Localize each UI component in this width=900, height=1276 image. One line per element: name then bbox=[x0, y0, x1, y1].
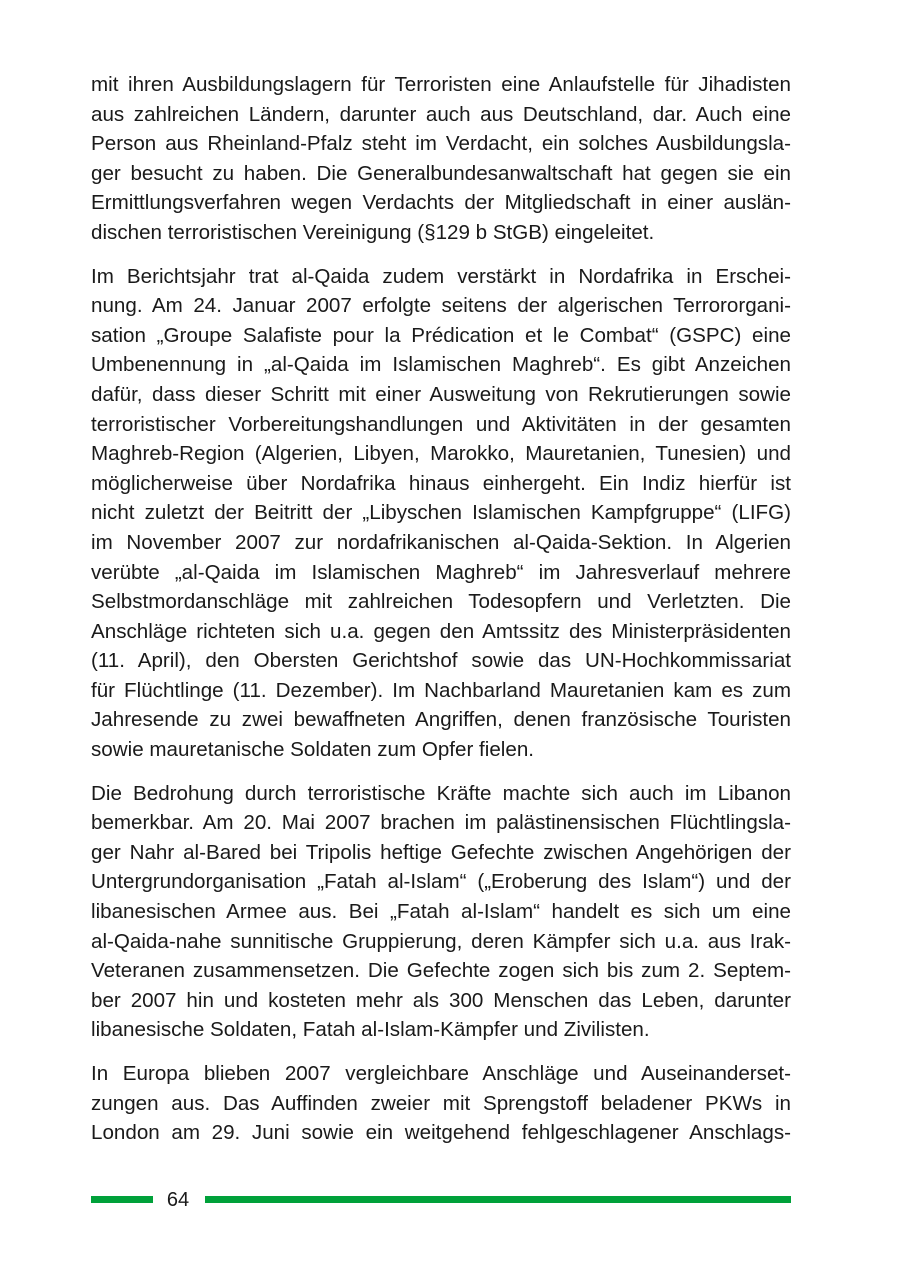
text-line: sation „Groupe Salafiste pour la Prédication et le Combat“ (GSPC) eine bbox=[91, 323, 791, 347]
text-line: für Flüchtlinge (11. Dezember). Im Nachbarland Mauretanien kam es zum bbox=[91, 678, 791, 702]
text-line: libanesischen Armee aus. Bei „Fatah al-Islam“ handelt es sich um eine bbox=[91, 900, 791, 924]
text-line: Anschläge richteten sich u.a. gegen den Amtssitz des Ministerpräsidenten bbox=[91, 619, 791, 643]
paragraph-lebanon bbox=[91, 779, 791, 1045]
text-line: Person aus Rheinland-Pfalz steht im Verdacht, ein solches Ausbildungsla- bbox=[91, 132, 791, 156]
text-line: libanesische Soldaten, Fatah al-Islam-Kämpfer und Zivilisten. bbox=[91, 1018, 650, 1042]
page-number: 64 bbox=[166, 1189, 190, 1211]
text-line: Selbstmordanschläge mit zahlreichen Todesopfern und Verletzten. Die bbox=[91, 590, 791, 614]
text-line: dafür, dass dieser Schritt mit einer Ausweitung von Rekrutierungen sowie bbox=[91, 382, 791, 406]
text-line: mit ihren Ausbildungslagern für Terroristen eine Anlaufstelle für Jihadisten bbox=[91, 73, 791, 96]
text-line: möglicherweise über Nordafrika hinaus einhergeht. Ein Indiz hierfür ist bbox=[91, 471, 791, 495]
text-line: Die Bedrohung durch terroristische Kräfte machte sich auch im Libanon bbox=[91, 781, 791, 805]
text-line: ger besucht zu haben. Die Generalbundesanwaltschaft hat gegen sie ein bbox=[91, 161, 791, 185]
text-line: sowie mauretanische Soldaten zum Opfer fielen. bbox=[91, 738, 534, 762]
paragraph-north-africa bbox=[91, 262, 791, 765]
page-footer bbox=[91, 1186, 791, 1214]
footer-accent-bar-left bbox=[91, 1196, 153, 1203]
text-line: (11. April), den Obersten Gerichtshof sowie das UN-Hochkommissariat bbox=[91, 649, 791, 673]
text-line: nung. Am 24. Januar 2007 erfolgte seitens der algerischen Terrororgani- bbox=[91, 294, 791, 318]
text-line: Untergrundorganisation „Fatah al-Islam“ („Eroberung des Islam“) und der bbox=[91, 870, 791, 894]
text-line: Umbenennung in „al-Qaida im Islamischen Maghreb“. Es gibt Anzeichen bbox=[91, 353, 791, 377]
text-line: Veteranen zusammensetzen. Die Gefechte zogen sich bis zum 2. Septem- bbox=[91, 959, 791, 983]
text-line: zungen aus. Das Auffinden zweier mit Sprengstoff beladener PKWs in bbox=[91, 1091, 791, 1115]
text-line: Jahresende zu zwei bewaffneten Angriffen, denen französische Touristen bbox=[91, 708, 791, 732]
text-line: bemerkbar. Am 20. Mai 2007 brachen im palästinensischen Flüchtlingsla- bbox=[91, 811, 791, 835]
text-line: al-Qaida-nahe sunnitische Gruppierung, deren Kämpfer sich u.a. aus Irak- bbox=[91, 929, 791, 953]
text-line: Im Berichtsjahr trat al-Qaida zudem verstärkt in Nordafrika in Erschei- bbox=[91, 264, 791, 288]
paragraph-europe bbox=[91, 1059, 791, 1148]
text-line: im November 2007 zur nordafrikanischen al-Qaida-Sektion. In Algerien bbox=[91, 530, 791, 554]
text-line: ger Nahr al-Bared bei Tripolis heftige Gefechte zwischen Angehörigen der bbox=[91, 840, 791, 864]
text-line: ber 2007 hin und kosteten mehr als 300 Menschen das Leben, darunter bbox=[91, 988, 791, 1012]
footer-accent-bar-right bbox=[205, 1196, 791, 1203]
text-line: verübte „al-Qaida im Islamischen Maghreb“ im Jahresverlauf mehrere bbox=[91, 560, 791, 584]
text-line: aus zahlreichen Ländern, darunter auch aus Deutschland, dar. Auch eine bbox=[91, 102, 791, 126]
text-line: In Europa blieben 2007 vergleichbare Anschläge und Auseinanderset- bbox=[91, 1062, 791, 1085]
text-line: London am 29. Juni sowie ein weitgehend fehlgeschlagener Anschlags- bbox=[91, 1121, 791, 1145]
text-line: dischen terroristischen Vereinigung (§129 b StGB) eingeleitet. bbox=[91, 220, 655, 244]
text-line: Maghreb-Region (Algerien, Libyen, Marokko, Mauretanien, Tunesien) und bbox=[91, 442, 791, 466]
paragraph-pakistan-camps bbox=[91, 70, 791, 248]
text-line: nicht zuletzt der Beitritt der „Libyschen Islamischen Kampfgruppe“ (LIFG) bbox=[91, 501, 791, 525]
text-line: Ermittlungsverfahren wegen Verdachts der Mitgliedschaft in einer auslän- bbox=[91, 191, 791, 215]
body-text bbox=[91, 70, 791, 1162]
text-line: terroristischer Vorbereitungshandlungen und Aktivitäten in der gesamten bbox=[91, 412, 791, 436]
